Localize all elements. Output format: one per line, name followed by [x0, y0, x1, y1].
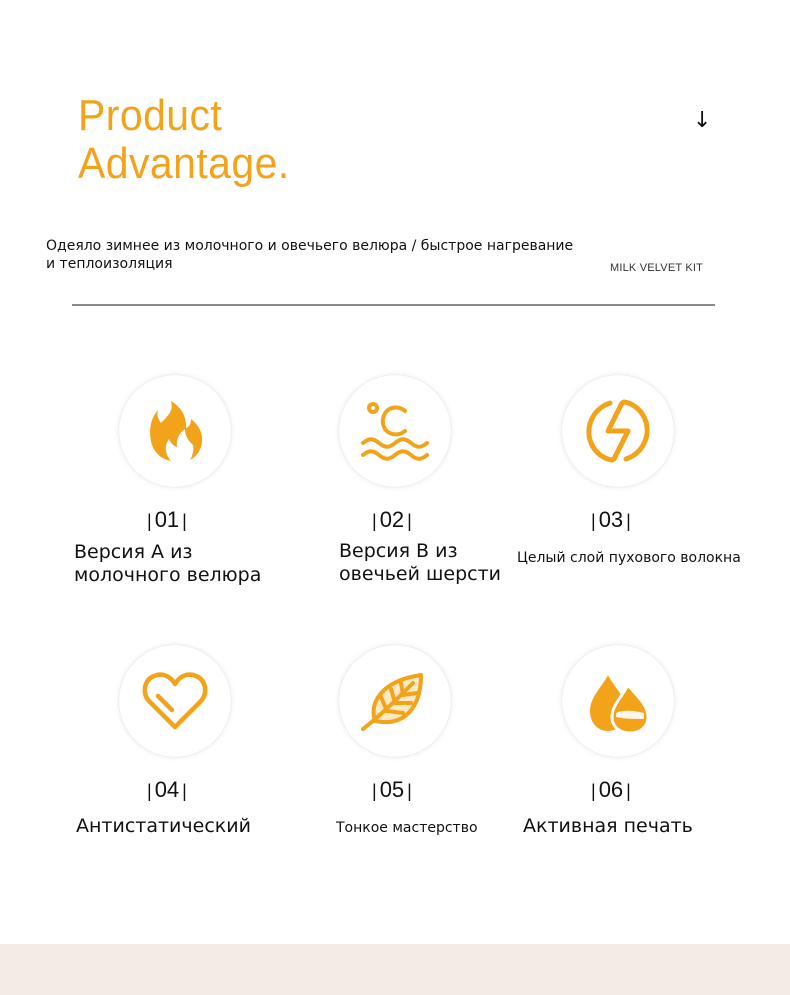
feature-number: | 03 | [591, 507, 631, 532]
feature-icon-circle [119, 375, 231, 487]
section-title [78, 92, 290, 188]
feature-label: Версия A из молочного велюра [74, 541, 262, 586]
feature-icon-circle [339, 645, 451, 757]
feature-icon-circle [119, 645, 231, 757]
feature-number: | 01 | [147, 507, 187, 532]
footer-band [0, 944, 790, 995]
subtitle: Одеяло зимнее из молочного и овечьего велюра / быстрое нагревание и теплоизоляция [46, 238, 574, 272]
feature-icon-circle [339, 375, 451, 487]
feature-label: Версия B из овечьей шерсти [339, 540, 502, 585]
feature-label: Антистатический [76, 815, 251, 837]
feature-number: | 02 | [372, 507, 412, 532]
feature-icon-circle [562, 375, 674, 487]
temperature-water-icon [361, 397, 429, 465]
feature-number: | 04 | [147, 777, 187, 802]
feature-number: | 05 | [372, 777, 412, 802]
divider [72, 304, 715, 306]
feature-icon-circle [562, 645, 674, 757]
feature-label: Активная печать [523, 815, 693, 837]
kit-label: MILK VELVET KIT [610, 262, 704, 274]
feature-label: Целый слой пухового волокна [517, 550, 741, 566]
feature-number: | 06 | [591, 777, 631, 802]
feature-label: Тонкое мастерство [336, 820, 478, 836]
title-line-1: Product [78, 91, 223, 140]
title-line-2: Advantage. [78, 139, 290, 188]
arrow-down-icon: ↓ [693, 108, 712, 133]
water-drops-icon [584, 667, 652, 735]
heart-icon [141, 667, 209, 735]
flame-icon [141, 397, 209, 465]
leaf-icon [361, 667, 429, 735]
lightning-icon [584, 397, 652, 465]
